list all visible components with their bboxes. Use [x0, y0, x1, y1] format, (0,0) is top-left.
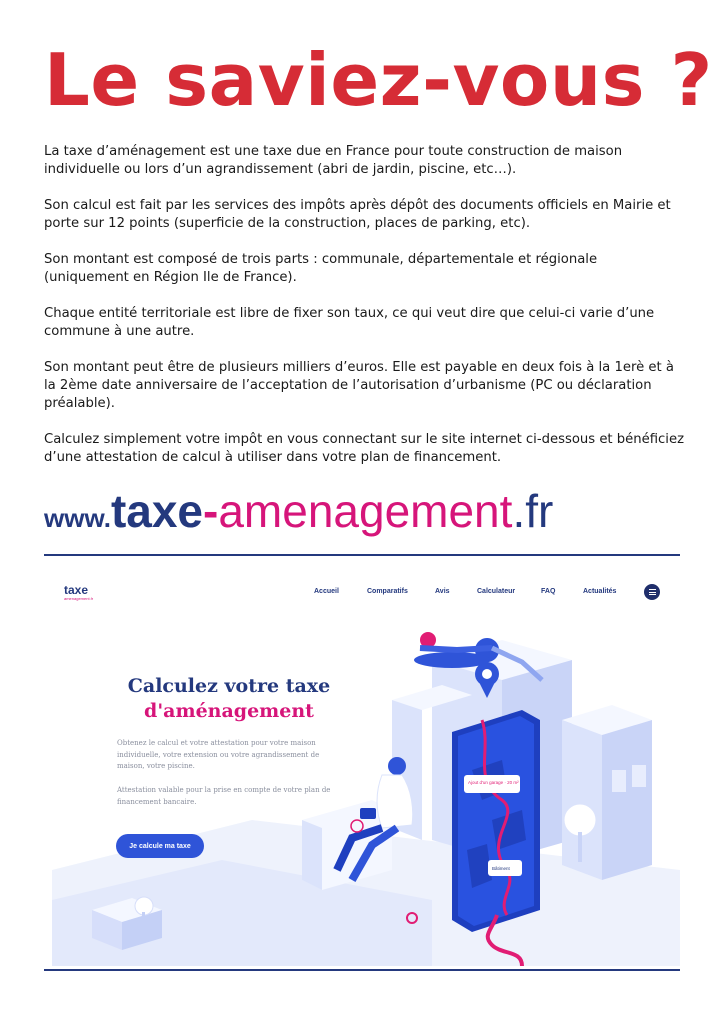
nav-faq[interactable]: FAQ [541, 588, 556, 595]
site-logo[interactable] [64, 584, 93, 601]
paragraph: Son calcul est fait par les services des impôts après dépôt des documents officiels en Mairie et porte sur 12 points (superficie de la construction, places de parking, etc). [44, 198, 671, 231]
hero-title [114, 674, 344, 724]
hero-note: Attestation valable pour la prise en compte de votre plan de financement bancaire. [117, 786, 331, 806]
nav-calculateur[interactable]: Calculateur [477, 588, 516, 595]
website-url[interactable] [44, 484, 684, 544]
paragraph: Son montant peut être de plusieurs milliers d’euros. Elle est payable en deux fois à la 1erè et à la 2ème date anniversaire de l’acceptation de l’autorisation d’urbanisme (PC ou déclaration préalable). [44, 360, 674, 411]
website-screenshot [52, 570, 680, 966]
url-amenagement: amenagement [218, 485, 513, 537]
divider-top [44, 554, 680, 556]
paragraph: Son montant est composé de trois parts : communale, départementale et régionale (uniquement en Région Ile de France). [44, 252, 598, 285]
calculate-button[interactable]: Je calcule ma taxe [116, 834, 204, 858]
nav-avis[interactable]: Avis [435, 588, 450, 595]
hamburger-icon[interactable] [644, 584, 660, 600]
nav-comparatifs[interactable]: Comparatifs [367, 588, 408, 595]
site-logo-sub: amenagement.fr [64, 596, 94, 601]
url-www: www. [44, 503, 111, 533]
paragraph: Calculez simplement votre impôt en vous connectant sur le site internet ci-dessous et bénéficiez d’une attestation de calcul à utiliser dans votre plan de financement. [44, 432, 685, 465]
url-taxe: taxe [110, 485, 204, 537]
phone-label-1: Ajout d'un garage · 20 m² [468, 780, 519, 785]
body-text [44, 143, 684, 485]
hero-description: Obtenez le calcul et votre attestation pour votre maison individuelle, votre extension ou votre agrandissement de maison, votre piscine. [117, 739, 320, 770]
url-tld: .fr [512, 485, 554, 537]
headline: Le saviez-vous ? [44, 38, 713, 122]
paragraph: La taxe d’aménagement est une taxe due en France pour toute construction de maison individuelle ou lors d’un agrandissement (abri de jardin, piscine, etc…). [44, 144, 623, 177]
phone-label-2: Bâtiment [492, 866, 510, 871]
hero-title-line-1: Calculez votre taxe [127, 675, 331, 697]
site-logo-main: taxe [64, 583, 89, 597]
hero-title-line-2: d'aménagement [144, 700, 314, 722]
paragraph: Chaque entité territoriale est libre de fixer son taux, ce qui veut dire que celui-ci varie d’une commune à une autre. [44, 306, 655, 339]
url-dash: - [203, 485, 219, 537]
divider-bottom [44, 969, 680, 971]
nav-accueil[interactable]: Accueil [314, 588, 339, 595]
nav-actualites[interactable]: Actualités [583, 588, 617, 595]
